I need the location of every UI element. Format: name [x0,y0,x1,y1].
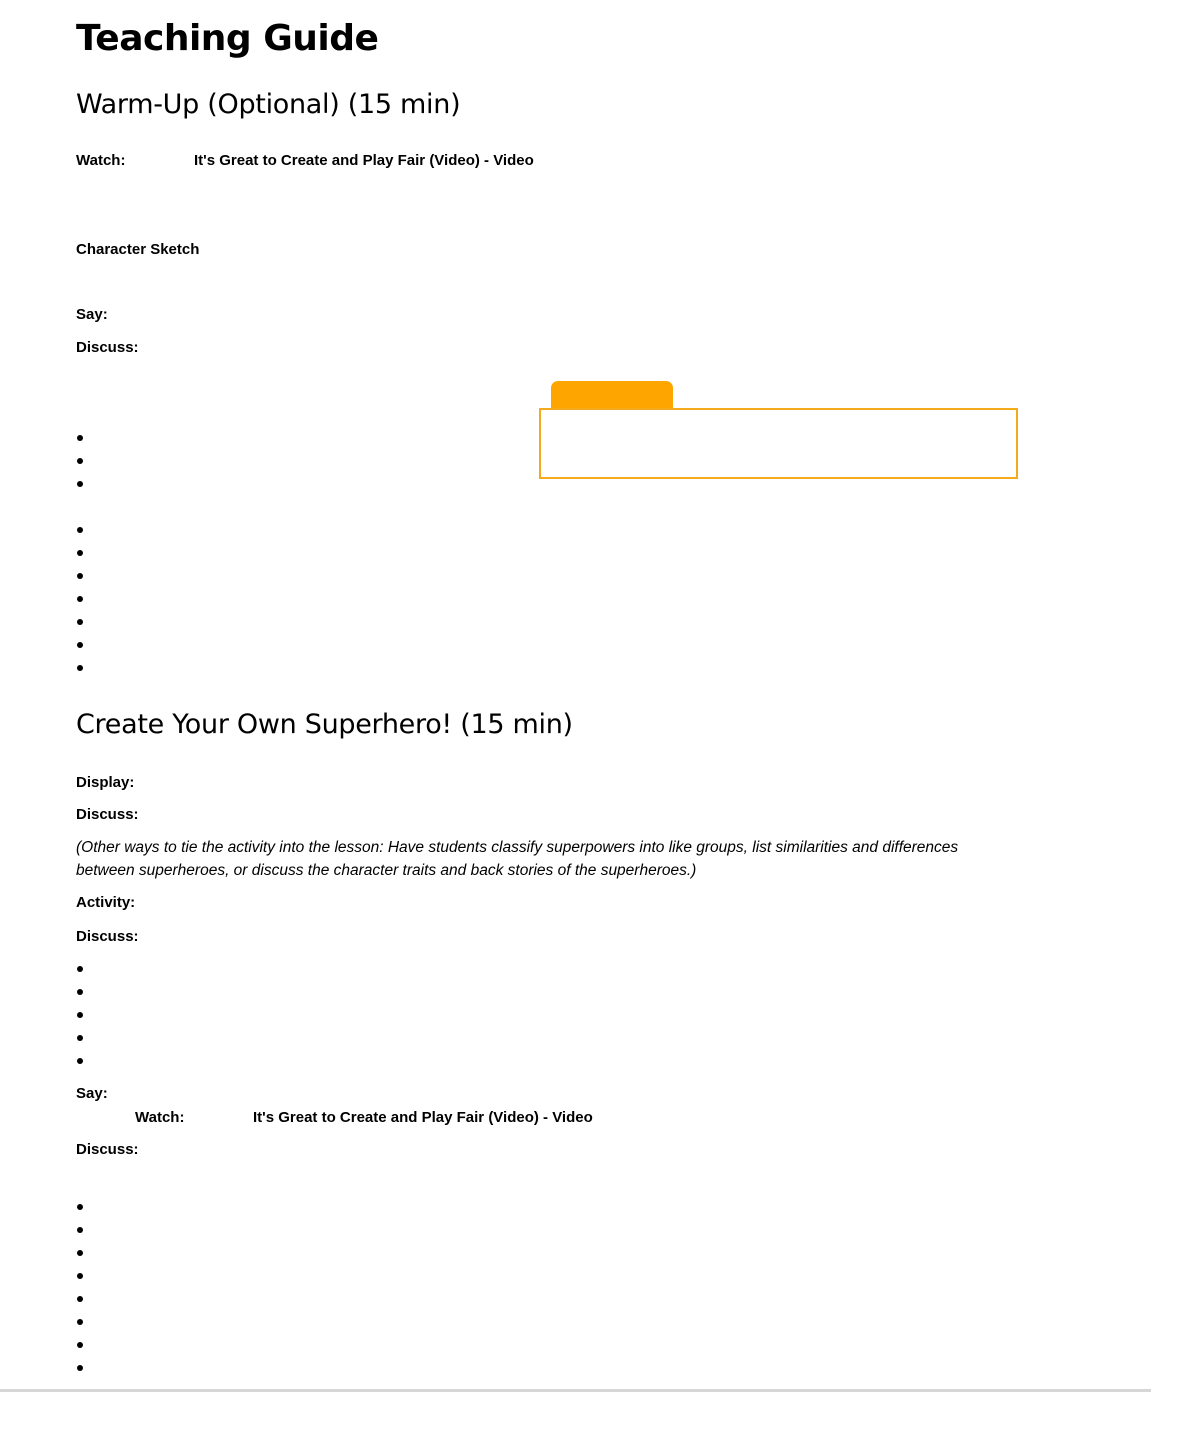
list-item [76,616,88,628]
callout-box [539,408,1018,479]
list-item [76,1247,88,1259]
list-item [76,1201,88,1213]
warmup-activity-name: Character Sketch [76,241,200,258]
page-title: Teaching Guide [76,18,379,59]
list-item [76,963,88,975]
warmup-watch-video-link[interactable]: It's Great to Create and Play Fair (Video) - Video [194,152,534,169]
create-watch-label: Watch: [135,1109,185,1126]
bottom-divider [0,1389,1151,1392]
list-item [76,1293,88,1305]
create-discuss-label: Discuss: [76,806,139,823]
callout-tab [551,381,673,409]
activity-tie-in-note: (Other ways to tie the activity into the lesson: Have students classify superpowers into like groups, list similarities and differences between superheroes, or discuss the character traits and back stories of the superheroes.) [76,839,959,879]
warmup-heading: Warm-Up (Optional) (15 min) [76,89,461,120]
warmup-watch-label: Watch: [76,152,126,169]
list-item [76,1032,88,1044]
list-item [76,639,88,651]
list-item [76,593,88,605]
list-item [76,432,88,444]
list-item [76,1224,88,1236]
create-say-label: Say: [76,1085,108,1102]
list-item [76,570,88,582]
warmup-discuss-label: Discuss: [76,339,139,356]
list-item [76,1009,88,1021]
create-discuss-label-3: Discuss: [76,1141,139,1158]
list-item [76,662,88,674]
list-item [76,524,88,536]
list-item [76,478,88,490]
list-item [76,455,88,467]
create-heading: Create Your Own Superhero! (15 min) [76,709,573,740]
list-item [76,1055,88,1067]
list-item [76,1362,88,1374]
create-watch-video-link[interactable]: It's Great to Create and Play Fair (Video) - Video [253,1109,593,1126]
create-display-label: Display: [76,774,135,791]
list-item [76,1270,88,1282]
list-item [76,1339,88,1351]
create-activity-label: Activity: [76,894,136,911]
list-item [76,547,88,559]
create-discuss-label-2: Discuss: [76,928,139,945]
warmup-say-label: Say: [76,306,108,323]
list-item [76,986,88,998]
list-item [76,1316,88,1328]
